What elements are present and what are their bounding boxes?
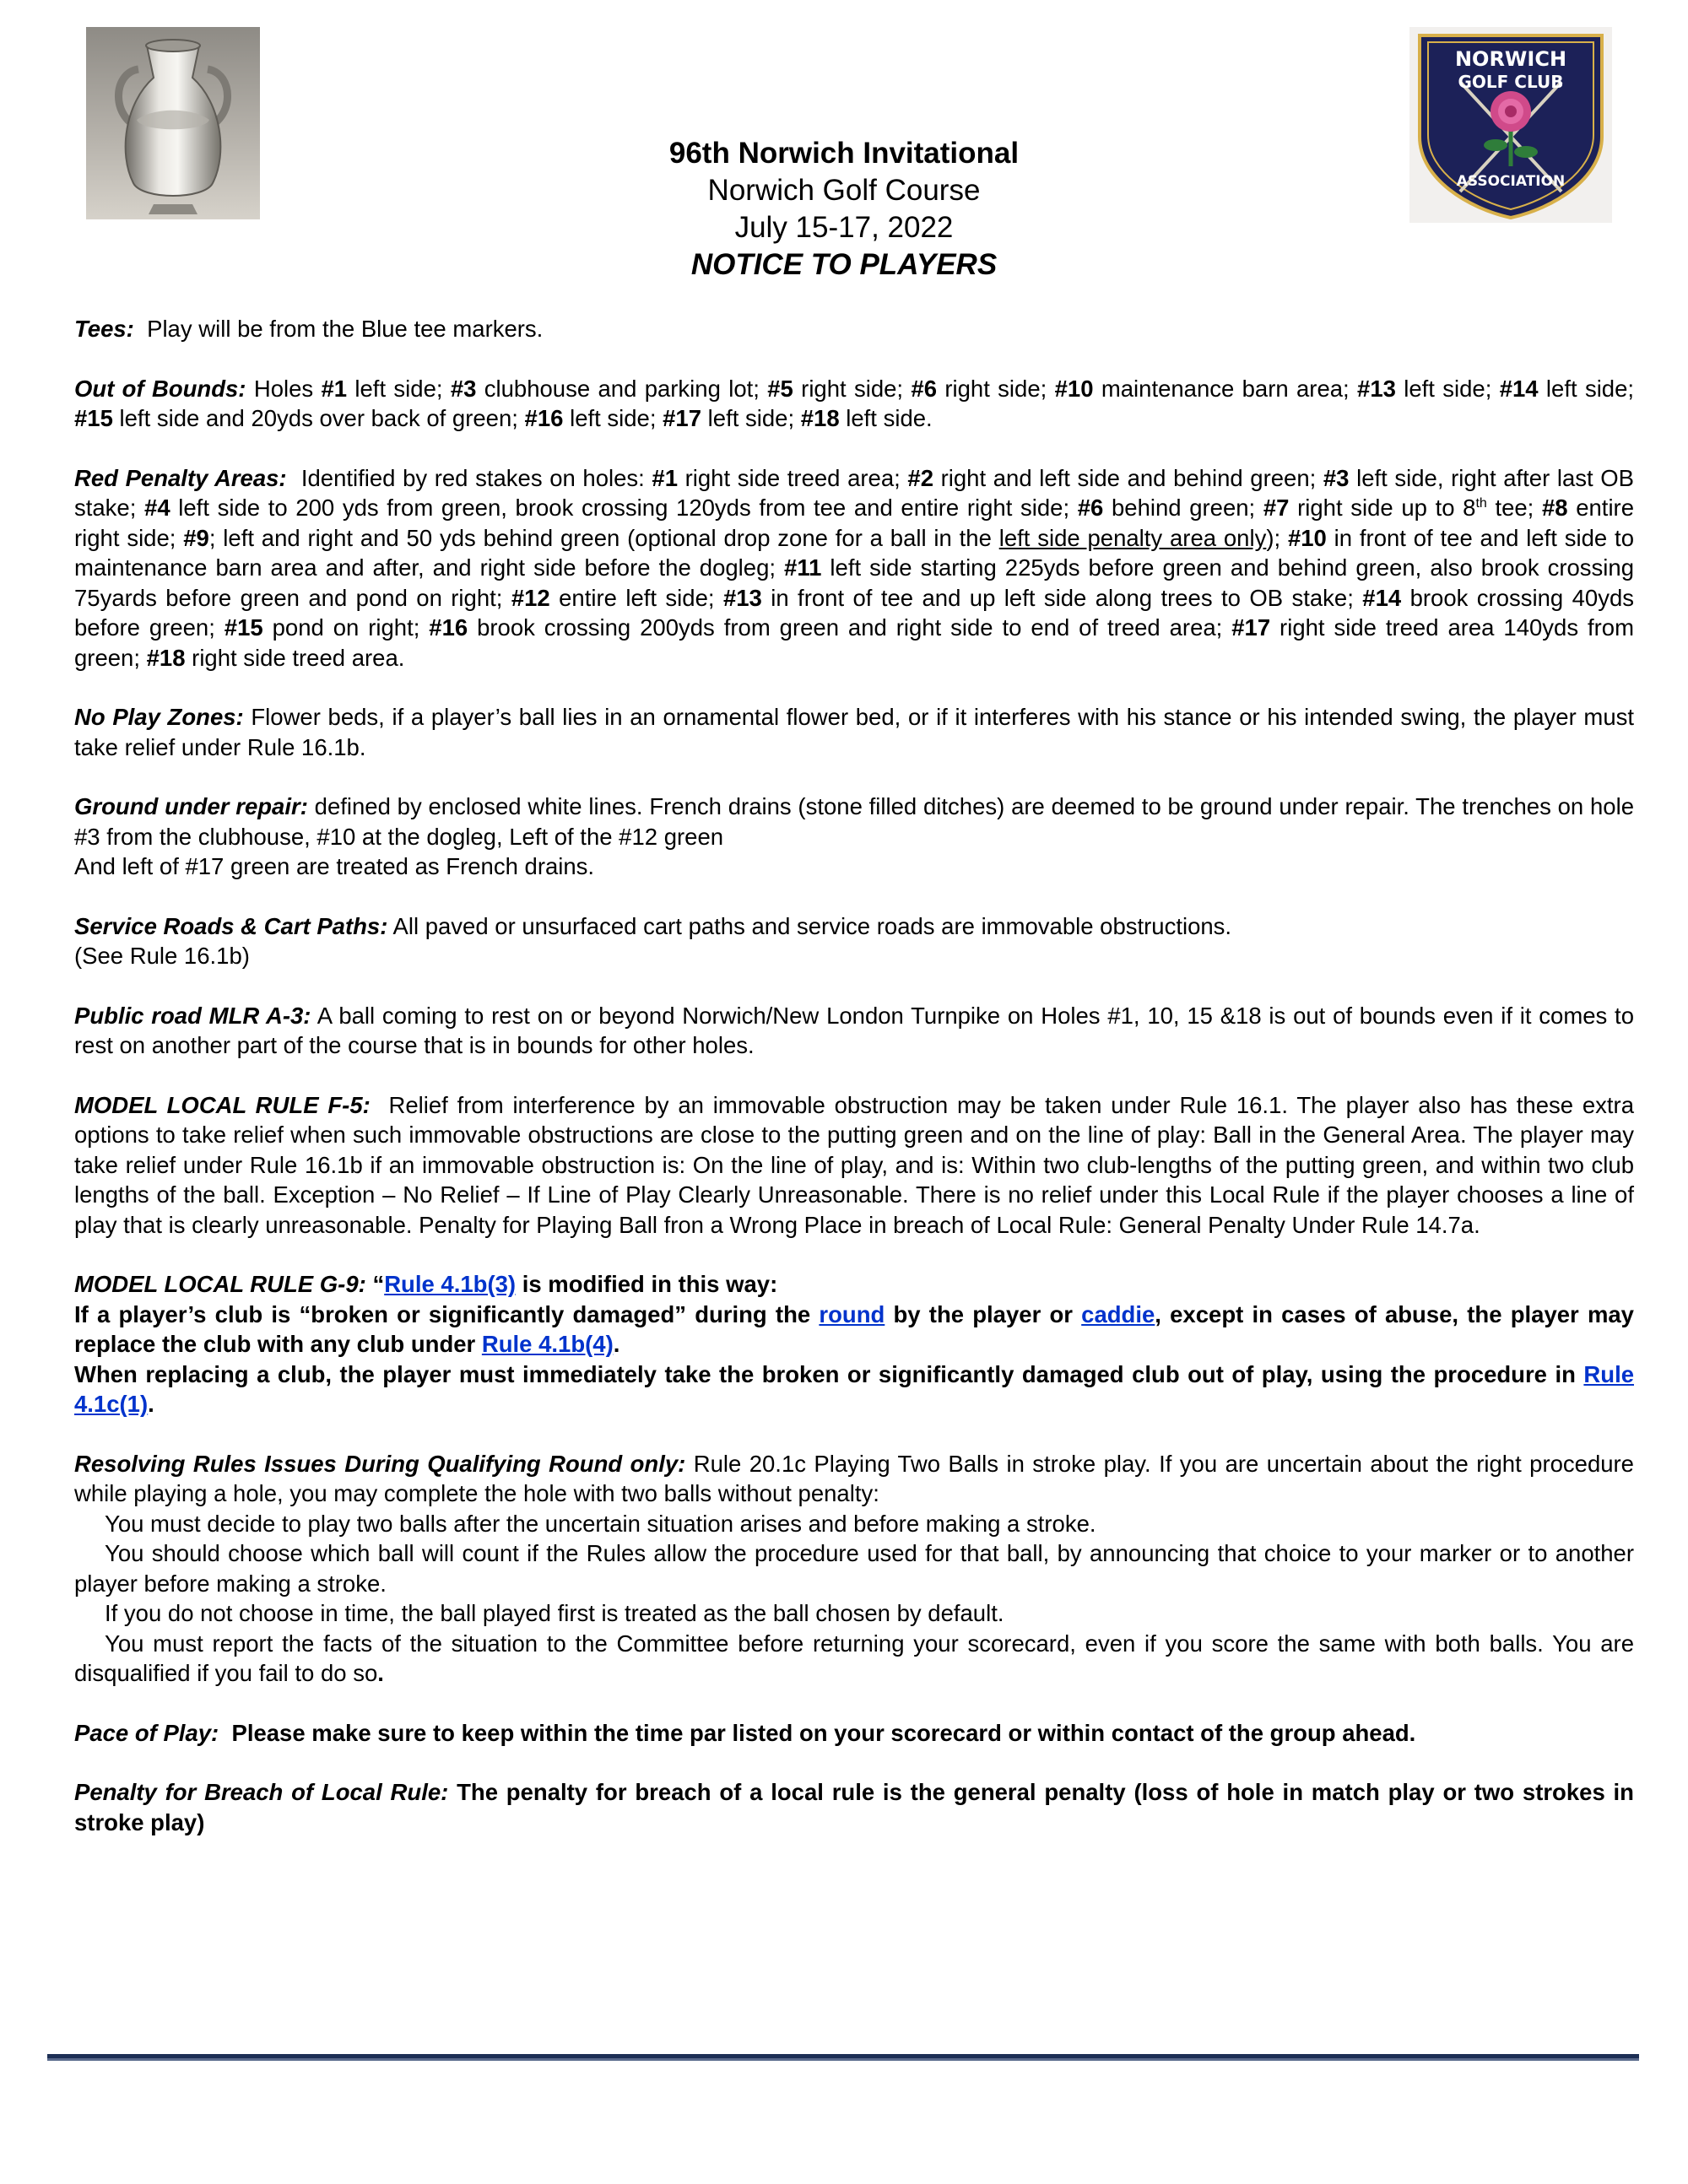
section-text: Please make sure to keep within the time par listed on your scorecard or within contact of the group ahead.: [231, 1719, 1416, 1746]
section-penalty-breach: [74, 1777, 1634, 1837]
notice-body: [74, 314, 1634, 1867]
tournament-dates: July 15-17, 2022: [734, 211, 954, 244]
section-red-penalty-areas: [74, 463, 1634, 673]
text-fragment: left side;: [1538, 375, 1635, 402]
hole-number: #1: [321, 375, 348, 402]
text-fragment: entire left side;: [549, 584, 723, 611]
footer-divider: [47, 2054, 1639, 2061]
text-fragment: right and left side and behind green;: [933, 464, 1323, 491]
text-fragment: left side starting 225yds before green and behind green, also brook crossing 75yards before green and pond on right;: [74, 554, 1634, 611]
text-fragment: ; left and right and 50 yds behind green (optional drop zone for a ball in the: [208, 524, 999, 551]
text-fragment: clubhouse and parking lot;: [476, 375, 768, 402]
text-fragment: pond on right;: [262, 614, 430, 641]
text-fragment: tee;: [1486, 495, 1542, 521]
section-text: Relief from interference by an immovable obstruction may be taken under Rule 16.1. The player also has these extra options to take relief when such immovable obstructions are close to the putting green and on the line of play: Ball in the General Area. The player may take relief under Rule 16.1b if an immovable obstruction is: On the line of play, and is: Within two club-lengths of the putting green, and within two club lengths of the ball. Exception – No Relief – If Line of Play Clearly Unreasonable. There is no relief under this Local Rule if the player chooses a line of play that is clearly unreasonable. Penalty for Playing Ball fron a Wrong Place in breach of Local Rule: General Penalty Under Rule 14.7a.: [74, 1091, 1635, 1238]
section-text: .: [148, 1391, 154, 1417]
section-label: Public road MLR A-3:: [74, 1002, 311, 1029]
section-service-roads: [74, 911, 1634, 971]
hole-number: #4: [144, 495, 170, 521]
ordinal-suffix: th: [1475, 495, 1487, 511]
text-fragment: left side;: [563, 405, 663, 431]
section-public-road: [74, 1001, 1634, 1061]
text-fragment: in front of tee and left side to maintenance barn area and after, and right side before the dogleg;: [74, 524, 1634, 581]
section-text: Rule 20.1c Playing Two Balls in stroke play. If you are uncertain about the right procedure while playing a hole, you may complete the hole with two balls without penalty:: [74, 1450, 1634, 1506]
text-fragment: right side;: [793, 375, 912, 402]
text-fragment: in front of tee and up left side along trees to OB stake;: [761, 584, 1363, 611]
notice-heading: NOTICE TO PLAYERS: [690, 248, 998, 281]
rule-4-1b4-link[interactable]: Rule 4.1b(4): [481, 1331, 614, 1357]
text-fragment: right side treed area 140yds from green;: [74, 614, 1635, 671]
text-fragment: left side to 200 yds from green, brook crossing 120yds from tee and entire right side;: [170, 495, 1078, 521]
text-fragment: behind green;: [1103, 495, 1263, 521]
section-label: Service Roads & Cart Paths:: [74, 912, 388, 939]
section-text: (See Rule 16.1b): [74, 943, 250, 969]
hole-number: #3: [450, 375, 477, 402]
hole-number: #6: [1077, 495, 1104, 521]
course-name: Norwich Golf Course: [707, 174, 981, 207]
hole-number: #14: [1499, 375, 1539, 402]
hole-number: #16: [524, 405, 564, 431]
section-text: And left of #17 green are treated as French drains.: [74, 853, 595, 879]
text-fragment: Holes: [253, 375, 322, 402]
underlined-text: left side penalty area only: [998, 524, 1267, 551]
section-model-local-rule-g9: [74, 1269, 1634, 1419]
section-text: .: [613, 1331, 620, 1357]
text-fragment: );: [1266, 524, 1288, 551]
trophy-image: [86, 27, 260, 219]
rule-4-1c1-link[interactable]: Rule 4.1c(1): [74, 1360, 1634, 1417]
hole-number: #15: [74, 405, 113, 431]
section-label: Penalty for Breach of Local Rule:: [74, 1779, 449, 1805]
club-logo: [1409, 27, 1612, 223]
section-text: If a player’s club is “broken or significantly damaged” during the: [74, 1300, 820, 1327]
section-text: A ball coming to rest on or beyond Norwich/New London Turnpike on Holes #1, 10, 15 &18 is out of bounds even if it comes to rest on another part of the course that is in bounds for other holes.: [74, 1002, 1634, 1058]
hole-number: #11: [784, 554, 822, 581]
hole-number: #15: [224, 614, 263, 641]
section-text: , except in cases of abuse, the player may replace the club with any club under: [74, 1300, 1634, 1357]
section-no-play-zones: [74, 702, 1634, 762]
section-label: Tees:: [74, 316, 134, 342]
text-fragment: right side;: [937, 375, 1055, 402]
section-tees: [74, 314, 1634, 344]
hole-number: #1: [652, 464, 678, 491]
quote-mark: “: [372, 1271, 385, 1297]
hole-number: #10: [1054, 375, 1094, 402]
text-fragment: left side;: [1395, 375, 1500, 402]
hole-number: #6: [911, 375, 938, 402]
logo-line-2: GOLF CLUB: [1458, 72, 1564, 92]
hole-number: #5: [767, 375, 793, 402]
hole-number: #18: [146, 644, 186, 671]
text-fragment: left side.: [839, 405, 933, 431]
text-fragment: left side, right after last OB stake;: [74, 464, 1635, 521]
hole-number: #7: [1263, 495, 1290, 521]
text-fragment: right side treed area.: [185, 644, 405, 671]
text-fragment: right side treed area;: [678, 464, 908, 491]
hole-number: #18: [800, 405, 840, 431]
section-text: [74, 465, 1634, 671]
section-text: defined by enclosed white lines. French drains (stone filled ditches) are deemed to be ground under repair. The trenches on hole #3 from the clubhouse, #10 at the dogleg, Left of the #12 green: [74, 793, 1635, 850]
text-fragment: left side;: [347, 375, 451, 402]
list-item: You should choose which ball will count if the Rules allow the procedure used for that ball, by announcing that choice to your marker or to another player before making a stroke.: [74, 1540, 1634, 1597]
text-fragment: brook crossing 40yds before green;: [74, 584, 1634, 641]
logo-line-1: NORWICH: [1454, 47, 1567, 71]
section-label: Pace of Play:: [74, 1719, 219, 1746]
section-text: The penalty for breach of a local rule is the general penalty (loss of hole in match play or two strokes in stroke play): [74, 1779, 1634, 1835]
hole-number: #13: [722, 584, 762, 611]
hole-number: #17: [1231, 614, 1271, 641]
hole-number: #8: [1541, 495, 1568, 521]
section-text: Play will be from the Blue tee markers.: [147, 316, 544, 342]
hole-number: #12: [511, 584, 550, 611]
rule-4-1b3-link[interactable]: Rule 4.1b(3): [384, 1271, 517, 1297]
hole-number: #13: [1357, 375, 1396, 402]
section-ground-under-repair: [74, 792, 1634, 882]
section-text: [74, 376, 1634, 432]
section-label: Resolving Rules Issues During Qualifying Round only:: [74, 1450, 686, 1477]
text-fragment: Identified by red stakes on holes:: [300, 464, 652, 491]
text-fragment: entire right side;: [74, 495, 1635, 551]
hole-number: #9: [183, 524, 209, 551]
hole-number: #14: [1362, 584, 1402, 611]
hole-number: #2: [907, 464, 933, 491]
section-pace-of-play: [74, 1718, 1634, 1749]
text-fragment: maintenance barn area;: [1093, 375, 1358, 402]
section-label: Red Penalty Areas:: [74, 464, 287, 491]
hole-number: #10: [1287, 524, 1327, 551]
section-label: Ground under repair:: [74, 793, 308, 819]
section-label: MODEL LOCAL RULE F-5:: [74, 1091, 371, 1118]
hole-number: #16: [429, 614, 468, 641]
section-out-of-bounds: [74, 374, 1634, 434]
text-fragment: left side and 20yds over back of green;: [112, 405, 525, 431]
list-item: If you do not choose in time, the ball played first is treated as the ball chosen by default.: [105, 1600, 1004, 1626]
round-link[interactable]: round: [819, 1300, 885, 1327]
section-text: All paved or unsurfaced cart paths and service roads are immovable obstructions.: [392, 912, 1232, 939]
list-item-end: .: [377, 1660, 384, 1686]
list-item: You must report the facts of the situation to the Committee before returning your scorecard, even if you score the same with both balls. You are disqualified if you fail to do so: [74, 1630, 1634, 1686]
document-header: [506, 135, 1182, 284]
section-text: When replacing a club, the player must immediately take the broken or significantly damaged club out of play, using the procedure in: [74, 1360, 1584, 1387]
hole-number: #17: [663, 405, 702, 431]
section-resolving-rules-issues: [74, 1449, 1634, 1689]
section-text: by the player or: [885, 1300, 1082, 1327]
section-label: No Play Zones:: [74, 704, 244, 730]
section-text: Flower beds, if a player’s ball lies in an ornamental flower bed, or if it interferes with his stance or his intended swing, the player must take relief under Rule 16.1b.: [74, 704, 1635, 760]
caddie-link[interactable]: caddie: [1081, 1300, 1155, 1327]
hole-number: #3: [1323, 464, 1350, 491]
logo-line-3: ASSOCIATION: [1456, 173, 1566, 190]
section-label: MODEL LOCAL RULE G-9:: [74, 1271, 366, 1297]
text-fragment: right side up to 8: [1289, 495, 1476, 521]
section-model-local-rule-f5: [74, 1090, 1634, 1241]
tournament-title: 96th Norwich Invitational: [668, 137, 1020, 170]
list-item: You must decide to play two balls after the uncertain situation arises and before making a stroke.: [105, 1510, 1096, 1537]
text-fragment: brook crossing 200yds from green and right side to end of treed area;: [468, 614, 1232, 641]
text-fragment: left side;: [701, 405, 801, 431]
section-label: Out of Bounds:: [74, 375, 246, 402]
section-text: is modified in this way:: [516, 1271, 778, 1297]
